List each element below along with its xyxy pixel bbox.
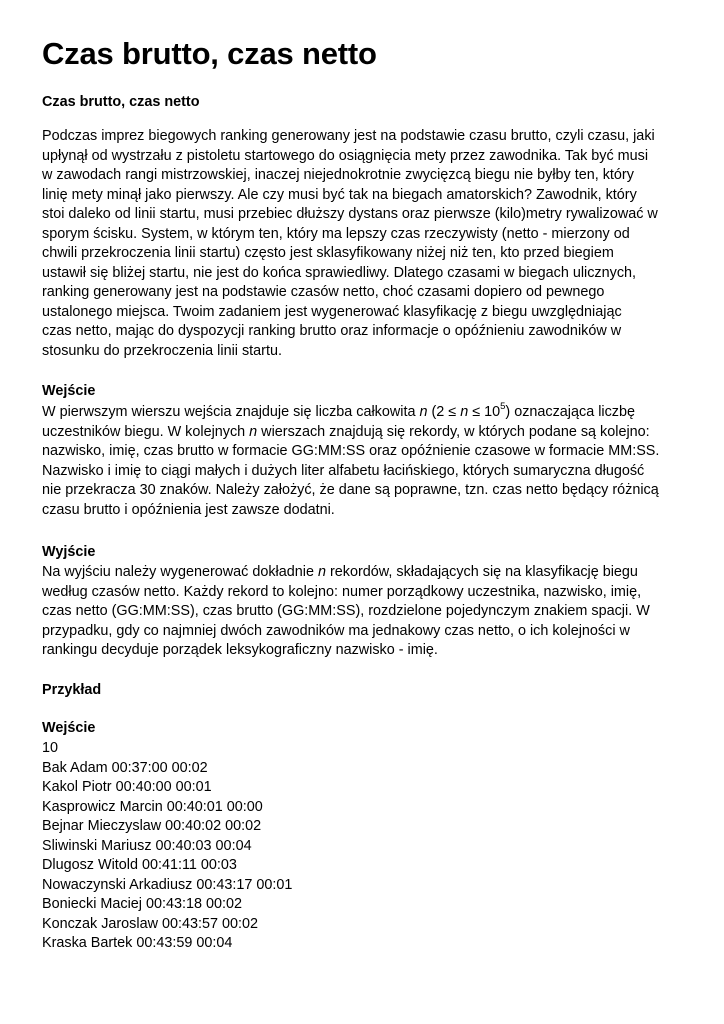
text-span: rekordów, składających się na klasyfikację biegu	[325, 564, 638, 580]
intro-line: ustawił się bliżej startu, nie jest do końca sprawiedliwy. Dlatego czasami w biegach ulicznych,	[42, 264, 637, 281]
text-span: W pierwszym wierszu wejścia znajduje się liczba całkowita	[42, 404, 420, 420]
example-input-block	[42, 739, 292, 954]
output-rest-lines	[42, 583, 687, 661]
variable-n: n	[249, 423, 258, 440]
input-line: czasu brutto i opóźnienia jest zawsze dodatni.	[42, 501, 335, 518]
section-subtitle: Czas brutto, czas netto	[42, 94, 200, 110]
intro-line: stosunku do przekroczenia linii startu.	[42, 342, 282, 359]
output-paragraph	[42, 563, 687, 661]
output-line: według czasów netto. Każdy rekord to kolejno: numer porządkowy uczestnika, nazwisko, imię,	[42, 583, 642, 600]
input-line: Nazwisko i imię to ciągi małych i dużych liter alfabetu łacińskiego, których sumaryczna długość	[42, 462, 645, 479]
input-rest-lines	[42, 442, 687, 520]
intro-line: czas netto, mając do dyspozycji ranking brutto oraz informacje o opóźnieniu zawodników w	[42, 323, 622, 339]
intro-paragraph	[42, 127, 687, 361]
output-line: przypadku, gdy co najmniej dwóch zawodników ma jednakowy czas netto, o ich kolejności w	[42, 622, 630, 639]
intro-line: chwili przekroczenia linii startu) często jest sklasyfikowany niżej niż ten, kto przed biegiem	[42, 245, 614, 261]
example-input-line: Bejnar Mieczyslaw 00:40:02 00:02	[42, 818, 262, 834]
example-input-line: Konczak Jaroslaw 00:43:57 00:02	[42, 915, 259, 932]
text-span: (2 ≤	[427, 404, 461, 420]
text-span: wierszach znajdują się rekordy, w których podane są kolejno:	[257, 423, 650, 440]
output-line: rankingu decyduje porządek leksykograficzny nazwisko - imię.	[42, 642, 438, 658]
output-line: czas netto (GG:MM:SS), czas brutto (GG:MM:SS), rozdzielone pojedynczym znakiem spacji. W	[42, 603, 650, 619]
page-title: Czas brutto, czas netto	[42, 36, 377, 71]
variable-n: n	[317, 564, 326, 580]
example-heading: Przykład	[42, 682, 102, 698]
output-heading: Wyjście	[42, 544, 96, 560]
text-span: ) oznaczająca liczbę	[505, 404, 636, 420]
example-input-line: Kakol Piotr 00:40:00 00:01	[42, 779, 212, 795]
text-span: ≤ 10	[468, 404, 501, 420]
variable-n: n	[460, 404, 469, 420]
output-line	[42, 563, 687, 583]
example-input-line: Bak Adam 00:37:00 00:02	[42, 759, 208, 776]
intro-line: ustalonego miejsca. Twoim zadaniem jest wygenerować klasyfikację z biegu uwzględniając	[42, 303, 622, 320]
input-line	[42, 403, 687, 423]
intro-line: stoi daleko od linii startu, musi przebiec dłuższy dystans oraz pierwsze (kilo)metry rywalizować w	[42, 206, 658, 222]
input-paragraph	[42, 403, 687, 520]
intro-line: sporym ścisku. System, w którym ten, który ma lepszy czas rzeczywisty (netto - mierzony od	[42, 225, 630, 242]
example-input-line: Boniecki Maciej 00:43:18 00:02	[42, 896, 243, 912]
intro-line: Podczas imprez biegowych ranking generowany jest na podstawie czasu brutto, czyli czasu, jaki	[42, 128, 655, 144]
intro-line: linię mety minął jako pierwszy. Ale czy musi być tak na biegach amatorskich? Zawodnik, który	[42, 186, 637, 203]
input-line: nazwisko, imię, czas brutto w formacie GG:MM:SS oraz opóźnienie czasowe w formacie MM:SS.	[42, 443, 660, 459]
intro-line: ranking generowany jest na podstawie czasów netto, choć czasami dopiero od pewnego	[42, 284, 605, 300]
exponent: 5	[500, 401, 506, 413]
input-line: nie przekracza 30 znaków. Należy założyć, że dane są poprawne, tzn. czas netto będący różnicą	[42, 482, 659, 498]
text-span: uczestników biegu. W kolejnych	[42, 423, 250, 440]
text-span: Na wyjściu należy wygenerować dokładnie	[42, 564, 318, 580]
input-heading: Wejście	[42, 383, 96, 399]
intro-line: w zawodach rangi mistrzowskiej, inaczej niejednokrotnie zwycięzcą biegu nie byłby ten, który	[42, 167, 634, 183]
example-input-line: 10	[42, 740, 59, 756]
variable-n: n	[419, 404, 428, 420]
example-input-line: Kraska Bartek 00:43:59 00:04	[42, 935, 233, 951]
example-input-line: Nowaczynski Arkadiusz 00:43:17 00:01	[42, 876, 293, 893]
input-line	[42, 423, 687, 443]
example-input-heading: Wejście	[42, 720, 96, 736]
intro-line: upłynął od wystrzału z pistoletu startowego do osiągnięcia mety przez zawodnika. Tak być musi	[42, 147, 649, 164]
example-input-line: Kasprowicz Marcin 00:40:01 00:00	[42, 798, 263, 815]
example-input-line: Dlugosz Witold 00:41:11 00:03	[42, 857, 237, 873]
example-input-line: Sliwinski Mariusz 00:40:03 00:04	[42, 837, 252, 854]
